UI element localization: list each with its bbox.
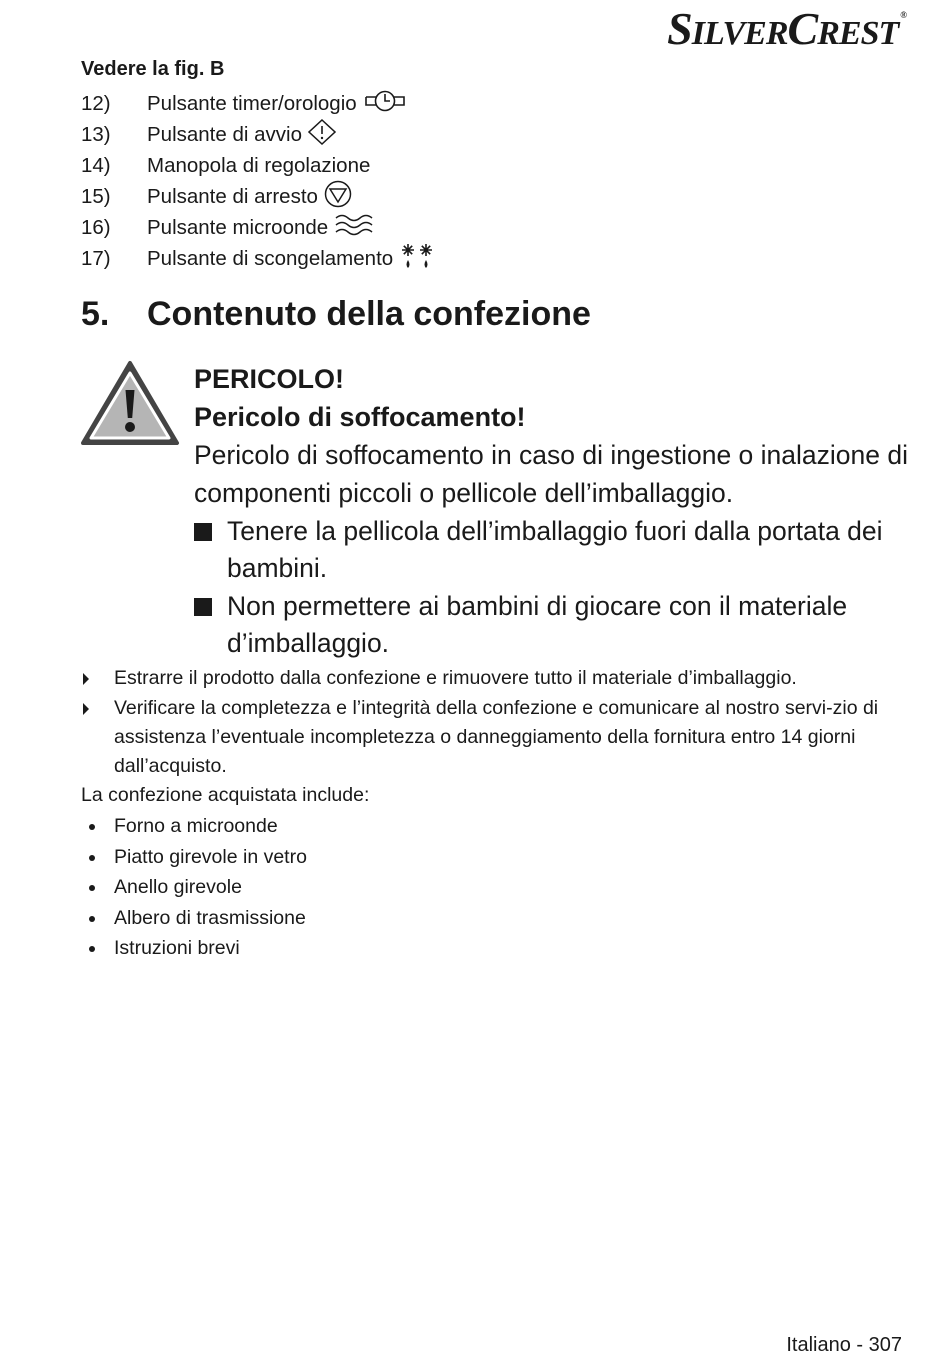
- warning-bullets: [194, 513, 914, 662]
- microwave-icon: [334, 213, 374, 243]
- figure-reference: Vedere la fig. B: [81, 58, 225, 80]
- step-item: Estrarre il prodotto dalla confezione e rimuovere tutto il materiale d’imballaggio.: [81, 664, 881, 693]
- item-number: 17): [81, 246, 111, 270]
- defrost-icon: [399, 242, 435, 276]
- steps-list: [81, 664, 881, 782]
- includes-list: [81, 811, 307, 964]
- section-title: [81, 295, 591, 334]
- warning-text: Pericolo di soffocamento in caso di ingestione o inalazione di componenti piccoli o pellicole dell’imballaggio.: [194, 440, 908, 508]
- warning-heading: Pericolo di soffocamento!: [194, 402, 526, 432]
- dot-bullet-icon: [89, 855, 95, 861]
- arrow-bullet-icon: [83, 703, 89, 715]
- dot-bullet-icon: [89, 946, 95, 952]
- item-number: 13): [81, 122, 111, 146]
- parts-list-item: [81, 243, 435, 274]
- item-number: 12): [81, 91, 111, 115]
- warning-bullet: Tenere la pellicola dell’imballaggio fuori dalla portata dei bambini.: [194, 513, 914, 587]
- item-number: 16): [81, 215, 111, 239]
- timer-clock-icon: [363, 89, 407, 119]
- warning-bullet: Non permettere ai bambini di giocare con il materiale d’imballaggio.: [194, 588, 914, 662]
- brand-logo: SILVERCREST ®: [667, 3, 906, 54]
- square-bullet-icon: [194, 598, 212, 616]
- warning-block: [194, 360, 914, 662]
- start-icon: [308, 119, 336, 151]
- square-bullet-icon: [194, 523, 212, 541]
- includes-item: Anello girevole: [81, 872, 307, 903]
- item-label: Pulsante timer/orologio: [147, 91, 357, 115]
- item-number: 15): [81, 184, 111, 208]
- stop-icon: [324, 180, 352, 214]
- item-label: Pulsante microonde: [147, 215, 329, 239]
- section-number: 5.: [81, 295, 110, 333]
- warning-signal-word: PERICOLO!: [194, 364, 345, 394]
- includes-item: Istruzioni brevi: [81, 933, 307, 964]
- parts-list: [81, 88, 435, 274]
- includes-item: Albero di trasmissione: [81, 903, 307, 934]
- item-label: Pulsante di scongelamento: [147, 246, 394, 270]
- warning-triangle-icon: [80, 360, 180, 451]
- parts-list-item: [81, 181, 435, 212]
- dot-bullet-icon: [89, 885, 95, 891]
- item-label: Pulsante di avvio: [147, 122, 302, 146]
- dot-bullet-icon: [89, 916, 95, 922]
- includes-item: Piatto girevole in vetro: [81, 842, 307, 873]
- parts-list-item: [81, 119, 435, 150]
- includes-intro: La confezione acquistata include:: [81, 784, 370, 806]
- arrow-bullet-icon: [83, 673, 89, 685]
- parts-list-item: [81, 150, 435, 181]
- section-title-text: Contenuto della confezione: [147, 295, 591, 333]
- item-label: Manopola di regolazione: [147, 153, 371, 177]
- dot-bullet-icon: [89, 824, 95, 830]
- item-label: Pulsante di arresto: [147, 184, 318, 208]
- parts-list-item: [81, 88, 435, 119]
- item-number: 14): [81, 153, 111, 177]
- parts-list-item: [81, 212, 435, 243]
- step-item: Verificare la completezza e l’integrità della confezione e comunicare al nostro servi-zio di assistenza l’eventuale incompletezza o danneggiamento della fornitura entro 14 giorni dall’acquisto.: [81, 694, 881, 781]
- includes-item: Forno a microonde: [81, 811, 307, 842]
- page-footer: Italiano - 307: [786, 1334, 902, 1356]
